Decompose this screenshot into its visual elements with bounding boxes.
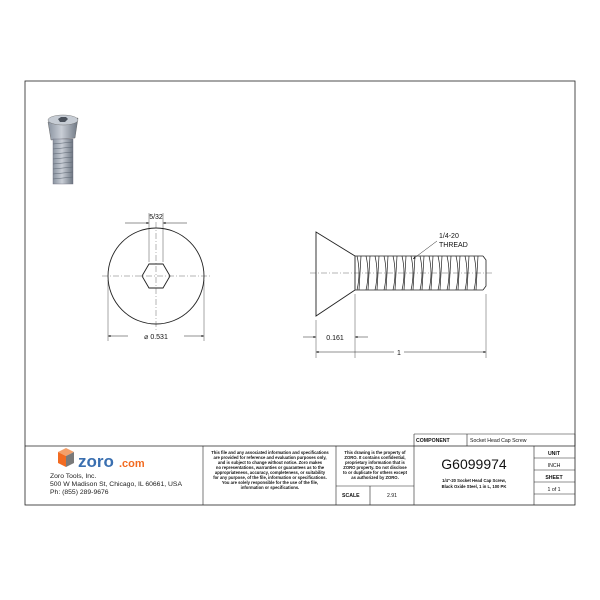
- disclaimer-line: appropriateness, accuracy, completeness, or suitability: [214, 470, 326, 475]
- scale-value: 2.91: [386, 493, 398, 499]
- component-value: Socket Head Cap Screw: [470, 438, 527, 444]
- side-view: [303, 232, 492, 358]
- logo-suffix: .com: [119, 458, 145, 470]
- disclaimer-line: and is subject to change without notice. Zoro makes: [217, 460, 323, 465]
- head-height-label: 0.161: [326, 335, 344, 342]
- sheet-value: 1 of 1: [547, 487, 561, 493]
- property-notice-line: proprietary information that is: [345, 460, 405, 465]
- component-label: COMPONENT: [416, 438, 450, 444]
- property-notice-line: ZORO. It contains confidential,: [344, 455, 406, 460]
- unit-label: UNIT: [547, 451, 561, 457]
- title-block: [25, 434, 575, 505]
- description-line-1: 1/4"-20 Socket Head Cap Screw,: [442, 478, 506, 483]
- disclaimer-line: for any purpose, of the file, information or specifications.: [213, 475, 327, 480]
- length-label: 1: [397, 350, 401, 357]
- thread-spec-line2: THREAD: [439, 242, 468, 249]
- screw-3d-preview: [48, 115, 78, 184]
- head-diameter-label: ⌀ 0.531: [144, 334, 168, 341]
- hex-size-label: 5/32: [149, 214, 163, 221]
- company-name: Zoro Tools, Inc.: [50, 473, 97, 480]
- part-number: G6099974: [441, 456, 507, 472]
- disclaimer-line: You are solely responsible for the use of the file,: [221, 480, 319, 485]
- logo-word: zoro: [78, 452, 114, 471]
- countersunk-head: [316, 232, 355, 316]
- sheet-label: SHEET: [545, 475, 563, 481]
- property-notice-line: ZORO property. Do not disclose: [343, 465, 407, 470]
- company-address: 500 W Madison St, Chicago, IL 60661, USA: [50, 481, 182, 488]
- disclaimer-line: This file and any associated information and specifications: [211, 450, 329, 455]
- front-view: [102, 213, 210, 341]
- description-line-2: Black Oxide Steel, 1 in L, 100 PK: [441, 484, 507, 489]
- property-notice-line: as authorized by ZORO.: [351, 475, 399, 480]
- property-notice-line: This drawing is the property of: [344, 450, 406, 455]
- disclaimer-line: information or specifications.: [240, 485, 300, 490]
- company-phone: Ph: (855) 289-9676: [50, 489, 109, 496]
- zoro-logo: [58, 448, 145, 471]
- head-outline: [108, 228, 204, 324]
- disclaimer-line: no representations, warranties or guarantees as to the: [215, 465, 325, 470]
- disclaimer-line: are provided for reference and evaluation purposes only,: [213, 455, 327, 460]
- scale-label: SCALE: [342, 493, 360, 499]
- property-notice-line: to or duplicate for others except: [343, 470, 407, 475]
- unit-value: INCH: [547, 463, 561, 469]
- thread-spec-line1: 1/4-20: [439, 233, 459, 240]
